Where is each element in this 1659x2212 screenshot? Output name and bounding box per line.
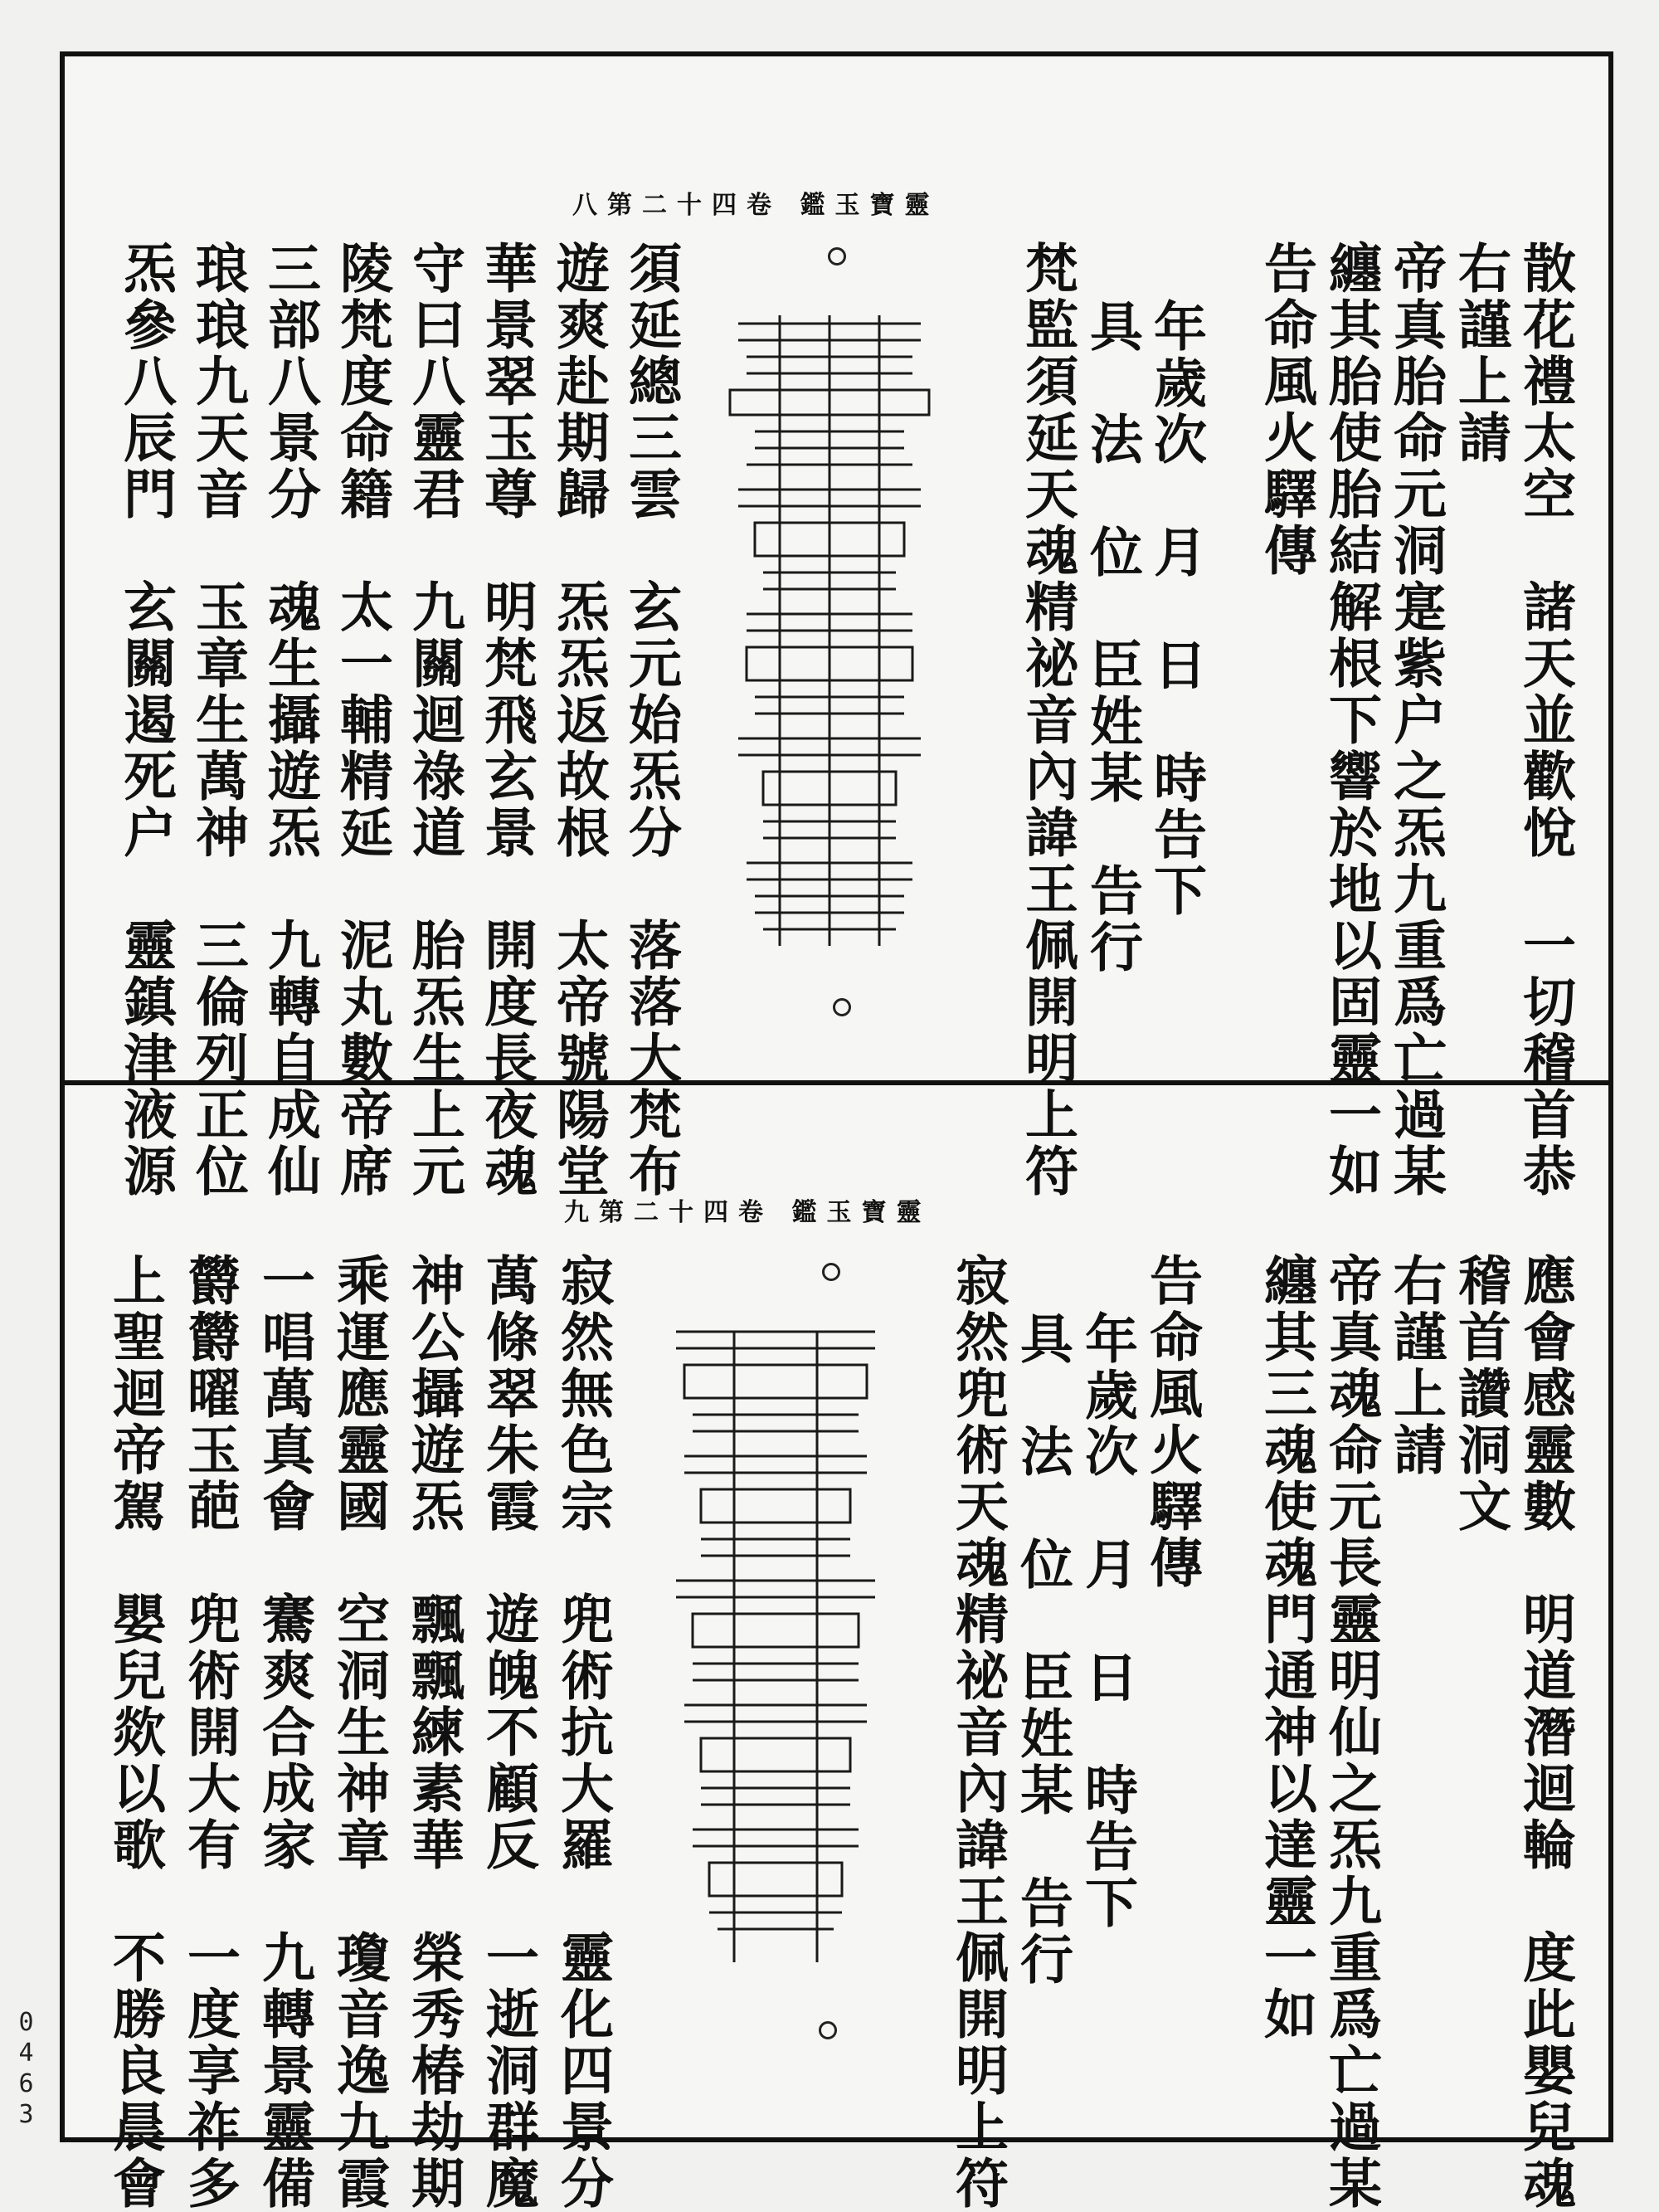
- page-number: 0463: [12, 2008, 41, 2131]
- bottom-right-col-9: 寂然兜術天魂精祕音內諱王佩開明上符: [946, 1253, 1009, 2212]
- bottom-left-col-6: 欝欝曜玉葩 兜術開大有 一度享祚多: [178, 1253, 241, 2212]
- top-right-col-1: 散花禮太空 諸天並歡悅 一切稽首恭: [1514, 241, 1576, 1200]
- bottom-right-col-2: 稽首讚洞文: [1449, 1253, 1511, 1535]
- binding-hole-bottom-lower: [819, 2021, 837, 2039]
- bottom-left-col-3: 神公攝遊炁 飄飄練素華 榮秀椿劫期: [402, 1253, 465, 2212]
- binding-hole-top-upper: [828, 247, 846, 266]
- top-left-col-5: 陵梵度命籍 太一輔精延 泥丸數帝席: [331, 241, 393, 1200]
- bottom-left-col-1: 寂然無色宗 兜術抗大羅 靈化四景分: [552, 1253, 614, 2212]
- top-left-col-7: 琅琅九天音 玉章生萬神 三倫列正位: [187, 241, 249, 1200]
- top-left-col-6: 三部八景分 魂生攝遊炁 九轉自成仙: [259, 241, 321, 1200]
- talisman-seal-bottom: [651, 1315, 900, 1979]
- top-right-col-2: 右謹上請: [1449, 241, 1511, 466]
- bottom-right-col-1: 應會感靈數 明道潛迴輪 度此嬰兒魂: [1514, 1253, 1576, 2212]
- top-right-col-6: 年歲次 月 日 時告下: [1145, 299, 1207, 919]
- top-right-col-4: 纏其胎使胎結解根下響於地以固靈一如: [1320, 241, 1382, 1200]
- top-right-col-8: 梵監須延天魂精祕音內諱王佩開明上符: [1016, 241, 1078, 1200]
- bottom-left-col-7: 上聖迴帝駕 嬰兒欻以歌 不勝良晨會: [104, 1253, 166, 2212]
- bottom-right-col-4: 帝真魂命元長靈明仙之炁九重爲亡過某: [1320, 1253, 1382, 2212]
- top-left-col-4: 守曰八靈君 九關迴祿道 胎炁生上元: [403, 241, 465, 1200]
- top-right-col-3: 帝真胎命元洞寔紫户之炁九重爲亡過某: [1384, 241, 1447, 1200]
- bottom-right-col-7: 年歲次 月 日 時告下: [1076, 1311, 1138, 1932]
- top-left-col-1: 須延總三雲 玄元始炁分 落落大梵布: [620, 241, 682, 1200]
- binding-hole-bottom-upper: [822, 1263, 840, 1281]
- bottom-right-col-8: 具 法 位 臣姓某 告行: [1011, 1311, 1073, 1988]
- top-right-col-7: 具 法 位 臣姓某 告行: [1081, 299, 1143, 976]
- top-left-col-2: 遊爽赴期歸 炁炁返故根 太帝號陽堂: [547, 241, 610, 1200]
- bottom-right-col-5: 纏其三魂使魂門通神以達靈一如: [1255, 1253, 1317, 2043]
- talisman-seal-top: [705, 299, 954, 962]
- bottom-right-col-3: 右謹上請: [1384, 1253, 1447, 1479]
- top-left-col-8: 炁參八辰門 玄關遏死户 靈鎮津液源: [114, 241, 177, 1200]
- bottom-left-col-5: 一唱萬真會 騫爽合成家 九轉景靈備: [253, 1253, 315, 2212]
- bottom-page-header: 九第二十四卷 鑑玉寶靈: [564, 1198, 932, 1227]
- top-page-header: 八第二十四卷 鑑玉寶靈: [572, 191, 940, 220]
- bottom-left-col-2: 萬條翠朱霞 遊魄不顧反 一逝洞群魔: [477, 1253, 539, 2212]
- top-left-col-3: 華景翠玉尊 明梵飛玄景 開度長夜魂: [475, 241, 538, 1200]
- bottom-left-col-4: 乘運應靈國 空洞生神章 瓊音逸九霞: [328, 1253, 390, 2212]
- top-right-col-5: 告命風火驛傳: [1255, 241, 1317, 579]
- bottom-right-col-6: 告命風火驛傳: [1141, 1253, 1203, 1591]
- binding-hole-top-lower: [833, 998, 851, 1016]
